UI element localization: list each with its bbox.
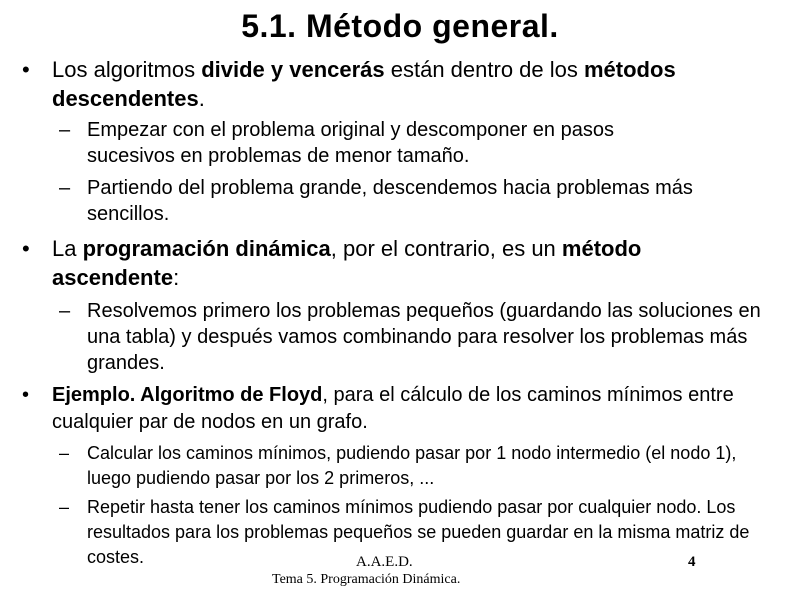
p1-bold-2: métodos descendentes <box>52 57 676 111</box>
footer-abbreviation: A.A.E.D. <box>356 554 413 570</box>
p1-text-1: Los algoritmos <box>52 57 202 82</box>
sub-item-text: Partiendo del problema grande, descendemos hacia problemas más sencillos. <box>87 177 693 225</box>
p2-bold-1: programación dinámica <box>82 236 331 261</box>
sub-item-partiendo <box>59 175 777 227</box>
slide-title: 5.1. Método general. <box>241 8 559 44</box>
p2-text-2: , por el contrario, es un <box>330 236 562 261</box>
p3-text-1: , para el cálculo de los caminos mínimos entre cualquier par de nodos en un grafo. <box>52 384 734 433</box>
p1-text-3: . <box>198 86 205 111</box>
bullet-divide-y-venceras <box>22 55 772 113</box>
sub-item-empezar <box>59 117 687 169</box>
footer-title: Tema 5. Programación Dinámica. <box>272 572 461 587</box>
p2-text-3: : <box>173 265 180 290</box>
p3-bold-1: Ejemplo. Algoritmo de Floyd <box>52 384 323 406</box>
dash-icon: – <box>59 497 70 517</box>
bullet-programacion-dinamica <box>22 234 752 292</box>
sub-item-calcular <box>59 441 747 491</box>
page-number: 4 <box>688 554 696 570</box>
p2-text-1: La <box>52 236 83 261</box>
p1-text-2: están dentro de los <box>384 57 584 82</box>
bullet-ejemplo-floyd <box>22 382 772 436</box>
sub-item-text: Empezar con el problema original y descomponer en pasos sucesivos en problemas de menor tamaño. <box>87 119 614 167</box>
dash-icon: – <box>59 177 71 199</box>
sub-item-text: Resolvemos primero los problemas pequeños (guardando las soluciones en una tabla) y después vamos combinando para resolver los problemas más grandes. <box>87 300 761 374</box>
bullet-icon: • <box>22 236 30 261</box>
p1-bold-1: divide y vencerás <box>201 57 385 82</box>
sub-item-text: Calcular los caminos mínimos, pudiendo pasar por 1 nodo intermedio (el nodo 1), luego pudiendo pasar por los 2 primeros, ... <box>87 443 737 488</box>
bullet-icon: • <box>22 57 30 82</box>
dash-icon: – <box>59 300 71 322</box>
bullet-icon: • <box>22 384 30 406</box>
p2-bold-2: método ascendente <box>52 236 642 290</box>
sub-item-repetir <box>59 495 787 570</box>
sub-item-text: Repetir hasta tener los caminos mínimos pudiendo pasar por cualquier nodo. Los resultados para los problemas pequeños se pueden guardar en la misma matriz de costes. <box>87 497 750 567</box>
dash-icon: – <box>59 443 70 463</box>
dash-icon: – <box>59 119 71 141</box>
sub-item-resolvemos <box>59 298 787 376</box>
